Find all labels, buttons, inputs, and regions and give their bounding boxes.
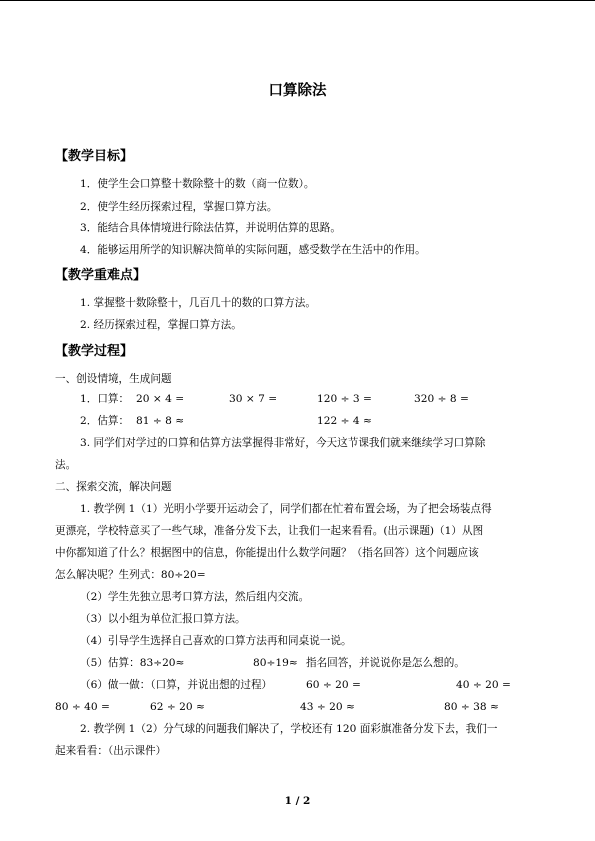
- goal-item: 2．使学生经历探索过程，掌握口算方法。: [80, 201, 278, 213]
- section-heading-goals: 【教学目标】: [55, 149, 134, 164]
- part1-paragraph-line: 3. 同学们对学过的口算和估算方法掌握得非常好，今天这节课我们就来继续学习口算除: [80, 437, 486, 449]
- page-top-rule: [0, 0, 595, 1]
- part1-heading: 一、创设情境，生成问题: [55, 373, 172, 385]
- part2-heading: 二、探索交流，解决问题: [55, 481, 172, 493]
- step6-expression: 43 ÷ 20 ≈: [300, 701, 355, 713]
- goal-item: 1．使学生会口算整十数除整十的数（商一位数）。: [80, 178, 315, 190]
- step5-label: （5）估算：83÷20≈: [80, 657, 185, 669]
- example1-line: 怎么解决呢？生列式：80÷20=: [55, 569, 206, 581]
- example1-line: 1. 教学例 1（1）光明小学要开运动会了，同学们都在忙着布置会场，为了把会场装点得: [80, 503, 492, 515]
- section-heading-process: 【教学过程】: [55, 344, 134, 359]
- section-heading-key-points: 【教学重难点】: [55, 268, 147, 283]
- step6-expression: 40 ÷ 20 =: [456, 679, 511, 691]
- example1-line: 更漂亮，学校特意买了一些气球，准备分发下去，让我们一起来看看。(出示课题)（1）从图: [55, 525, 484, 537]
- example2-line: 2. 教学例 1（2）分气球的问题我们解决了，学校还有 120 面彩旗准备分发下去，我们一: [80, 723, 498, 735]
- estimate-expression: 81 ÷ 8 ≈: [136, 415, 185, 427]
- goal-item: 4．能够运用所学的知识解决简单的实际问题，感受数学在生活中的作用。: [80, 244, 426, 256]
- oral-expression: 320 ÷ 8 =: [414, 393, 469, 405]
- estimate-expression: 122 ÷ 4 ≈: [317, 415, 372, 427]
- step5-expression: 80÷19≈: [253, 657, 298, 669]
- key-point-item: 2. 经历探索过程，掌握口算方法。: [80, 319, 242, 331]
- page-number: 1 / 2: [284, 795, 311, 807]
- step6-expression: 80 ÷ 38 ≈: [444, 701, 499, 713]
- step6-label: （6）做一做：（口算，并说出想的过程）: [80, 679, 273, 691]
- oral-expression: 20 × 4 =: [136, 393, 185, 405]
- step-item: （4）引导学生选择自己喜欢的口算方法再和同桌说一说。: [80, 635, 352, 647]
- oral-label: 1．口算：: [80, 393, 130, 405]
- oral-expression: 120 ÷ 3 =: [317, 393, 372, 405]
- page-title: 口算除法: [268, 83, 327, 99]
- step-item: （2）学生先独立思考口算方法，然后组内交流。: [80, 591, 310, 603]
- step6-expression: 60 ÷ 20 =: [306, 679, 361, 691]
- step6-expression: 62 ÷ 20 ≈: [150, 701, 205, 713]
- key-point-item: 1. 掌握整十数除整十，几百几十的数的口算方法。: [80, 297, 316, 309]
- example2-line: 起来看看：（出示课件）: [55, 745, 167, 757]
- example1-line: 中你都知道了什么？根据图中的信息，你能提出什么数学问题？（指名回答）这个问题应该: [55, 547, 479, 559]
- part1-paragraph-line: 法。: [55, 459, 77, 471]
- oral-expression: 30 × 7 =: [229, 393, 278, 405]
- goal-item: 3．能结合具体情境进行除法估算，并说明估算的思路。: [80, 222, 341, 234]
- step6-expression: 80 ÷ 40 =: [55, 701, 110, 713]
- estimate-label: 2．估算：: [80, 415, 130, 427]
- step-item: （3）以小组为单位汇报口算方法。: [80, 613, 246, 625]
- step5-tail: 指名回答，并说说你是怎么想的。: [306, 657, 465, 669]
